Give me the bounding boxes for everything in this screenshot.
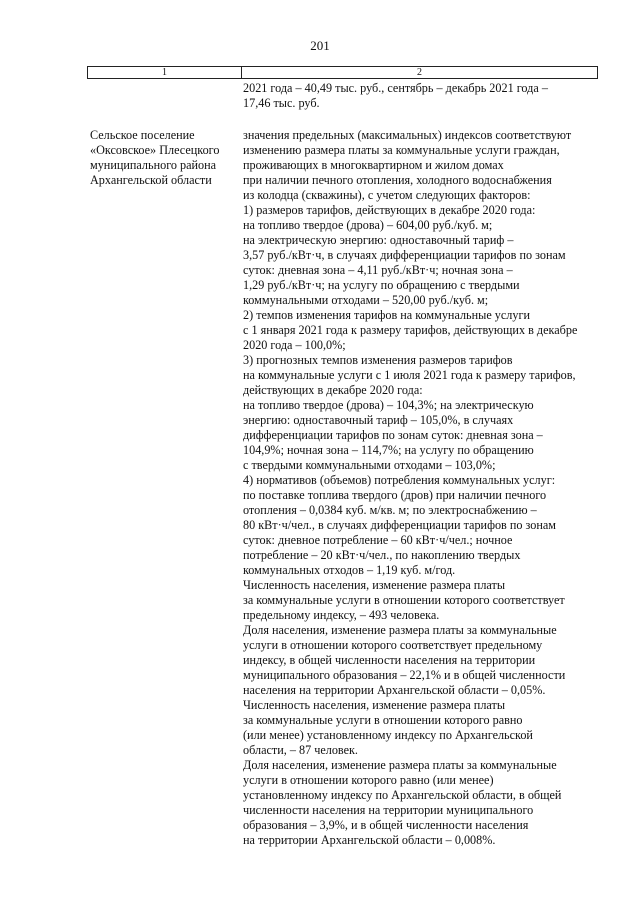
table-column-header bbox=[87, 66, 598, 79]
continuation-line: 17,46 тыс. руб. bbox=[243, 96, 320, 110]
body-line: за коммунальные услуги в отношении которого соответствует bbox=[243, 593, 565, 607]
body-line: (или менее) установленному индексу по Архангельской bbox=[243, 728, 533, 742]
body-line: численности населения на территории муниципального bbox=[243, 803, 534, 817]
body-line: индексу, в общей численности населения на территории bbox=[243, 653, 536, 667]
body-line: отопления – 0,0384 куб. м/кв. м; по электроснабжению – bbox=[243, 503, 537, 517]
body-line: Доля населения, изменение размера платы за коммунальные bbox=[243, 758, 557, 772]
column-1-number: 1 bbox=[88, 67, 242, 78]
body-line: потребление – 20 кВт·ч/чел., по накоплению твердых bbox=[243, 548, 521, 562]
body-line: с твердыми коммунальными отходами – 103,0%; bbox=[243, 458, 496, 472]
body-line: 1,29 руб./кВт·ч; на услугу по обращению с твердыми bbox=[243, 278, 520, 292]
body-line: Численность населения, изменение размера платы bbox=[243, 578, 506, 592]
column-2-number: 2 bbox=[417, 67, 422, 78]
continuation-text bbox=[243, 81, 548, 111]
body-line: услуги в отношении которого равно (или менее) bbox=[243, 773, 494, 787]
body-line: коммунальными отходами – 520,00 руб./куб. м; bbox=[243, 293, 489, 307]
body-line: на территории Архангельской области – 0,008%. bbox=[243, 833, 496, 847]
body-line: на топливо твердое (дрова) – 104,3%; на электрическую bbox=[243, 398, 534, 412]
body-line: на топливо твердое (дрова) – 604,00 руб./куб. м; bbox=[243, 218, 493, 232]
body-line: изменению размера платы за коммунальные услуги граждан, bbox=[243, 143, 560, 157]
body-line: 4) нормативов (объемов) потребления коммунальных услуг: bbox=[243, 473, 556, 487]
municipality-name bbox=[90, 128, 219, 188]
body-line: области, – 87 человек. bbox=[243, 743, 358, 757]
page-number: 201 bbox=[310, 38, 330, 53]
body-line: по поставке топлива твердого (дров) при наличии печного bbox=[243, 488, 547, 502]
body-line: 3,57 руб./кВт·ч, в случаях дифференциации тарифов по зонам bbox=[243, 248, 566, 262]
body-line: при наличии печного отопления, холодного водоснабжения bbox=[243, 173, 552, 187]
body-line: суток: дневная зона – 4,11 руб./кВт·ч; ночная зона – bbox=[243, 263, 513, 277]
body-line: действующих в декабре 2020 года: bbox=[243, 383, 423, 397]
body-line: Доля населения, изменение размера платы за коммунальные bbox=[243, 623, 557, 637]
body-line: 2) темпов изменения тарифов на коммунальные услуги bbox=[243, 308, 530, 322]
municipality-line: муниципального района bbox=[90, 158, 217, 172]
body-line: населения на территории Архангельской области – 0,05%. bbox=[243, 683, 546, 697]
continuation-line: 2021 года – 40,49 тыс. руб., сентябрь – декабрь 2021 года – bbox=[243, 81, 548, 95]
body-line: суток: дневное потребление – 60 кВт·ч/чел.; ночное bbox=[243, 533, 513, 547]
municipality-line: Архангельской области bbox=[90, 173, 212, 187]
body-line: 2020 года – 100,0%; bbox=[243, 338, 346, 352]
body-line: энергию: одноставочный тариф – 105,0%, в случаях bbox=[243, 413, 514, 427]
body-line: установленному индексу по Архангельской области, в общей bbox=[243, 788, 562, 802]
body-line: коммунальных отходов – 1,19 куб. м/год. bbox=[243, 563, 456, 577]
body-line: значения предельных (максимальных) индексов соответствуют bbox=[243, 128, 572, 142]
body-line: 80 кВт·ч/чел., в случаях дифференциации тарифов по зонам bbox=[243, 518, 557, 532]
body-line: предельному индексу, – 493 человека. bbox=[243, 608, 440, 622]
body-line: из колодца (скважины), с учетом следующих факторов: bbox=[243, 188, 531, 202]
municipality-line: Сельское поселение bbox=[90, 128, 195, 142]
municipality-line: «Оксовское» Плесецкого bbox=[90, 143, 220, 157]
body-line: за коммунальные услуги в отношении которого равно bbox=[243, 713, 523, 727]
body-line: с 1 января 2021 года к размеру тарифов, действующих в декабре bbox=[243, 323, 578, 337]
body-line: 3) прогнозных темпов изменения размеров тарифов bbox=[243, 353, 513, 367]
indices-description bbox=[243, 128, 577, 848]
body-line: дифференциации тарифов по зонам суток: дневная зона – bbox=[243, 428, 543, 442]
body-line: на коммунальные услуги с 1 июля 2021 года к размеру тарифов, bbox=[243, 368, 576, 382]
body-line: 1) размеров тарифов, действующих в декабре 2020 года: bbox=[243, 203, 536, 217]
body-line: услуги в отношении которого соответствует предельному bbox=[243, 638, 543, 652]
body-line: на электрическую энергию: одноставочный тариф – bbox=[243, 233, 514, 247]
body-line: проживающих в многоквартирном и жилом домах bbox=[243, 158, 504, 172]
body-line: Численность населения, изменение размера платы bbox=[243, 698, 506, 712]
body-line: муниципального образования – 22,1% и в общей численности bbox=[243, 668, 566, 682]
body-line: образования – 3,9%, и в общей численности населения bbox=[243, 818, 529, 832]
body-line: 104,9%; ночная зона – 114,7%; на услугу по обращению bbox=[243, 443, 534, 457]
